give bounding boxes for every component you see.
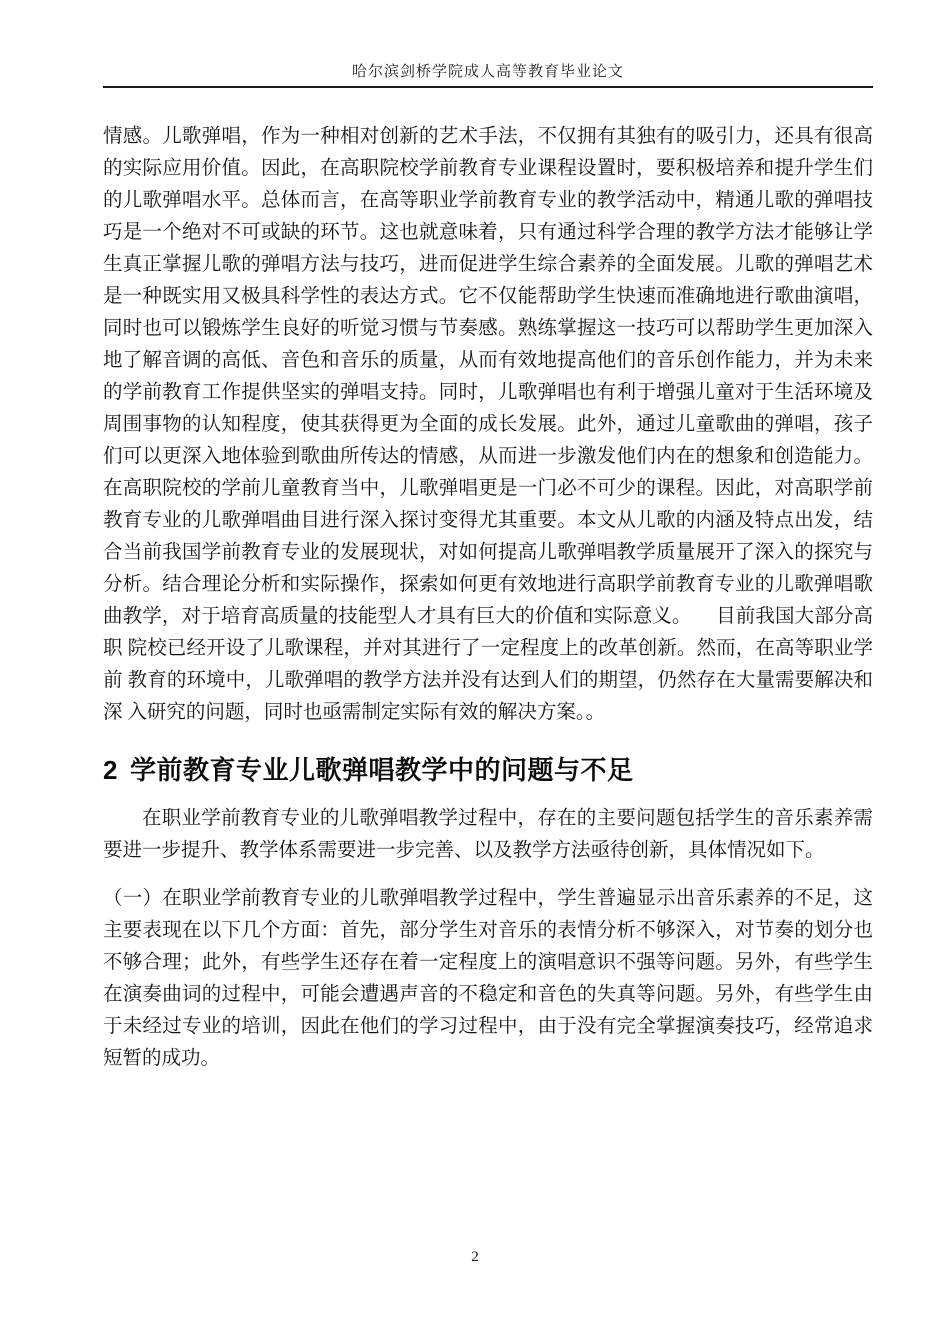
page-header <box>103 0 873 88</box>
header-title: 哈尔滨剑桥学院成人高等教育毕业论文 <box>351 64 624 80</box>
section-heading <box>103 752 873 788</box>
section-title: 学前教育专业儿歌弹唱教学中的问题与不足 <box>129 755 634 785</box>
intro-paragraph: 情感。儿歌弹唱，作为一种相对创新的艺术手法，不仅拥有其独有的吸引力，还具有很高的实际应用价值。因此，在高职院校学前教育专业课程设置时，要积极培养和提升学生们的儿歌弹唱水平。总体而言，在高等职业学前教育专业的教学活动中，精通儿歌的弹唱技巧是一个绝对不可或缺的环节。这也就意味着，只有通过科学合理的教学方法才能够让学生真正掌握儿歌的弹唱方法与技巧，进而促进学生综合素养的全面发展。儿歌的弹唱艺术是一种既实用又极具科学性的表达方式。它不仅能帮助学生快速而准确地进行歌曲演唱，同时也可以锻炼学生良好的听觉习惯与节奏感。熟练掌握这一技巧可以帮助学生更加深入地了解音调的高低、音色和音乐的质量，从而有效地提高他们的音乐创作能力，并为未来的学前教育工作提供坚实的弹唱支持。同时，儿歌弹唱也有利于增强儿童对于生活环境及周围事物的认知程度，使其获得更为全面的成长发展。此外，通过儿童歌曲的弹唱，孩子们可以更深入地体验到歌曲所传达的情感，从而进一步激发他们内在的想象和创造能力。在高职院校的学前儿童教育当中，儿歌弹唱更是一门必不可少的课程。因此，对高职学前教育专业的儿歌弹唱曲目进行深入探讨变得尤其重要。本文从儿歌的内涵及特点出发，结合当前我国学前教育专业的发展现状，对如何提高儿歌弹唱教学质量展开了深入的探究与分析。结合理论分析和实际操作，探索如何更有效地进行高职学前教育专业的儿歌弹唱歌曲教学，对于培育高质量的技能型人才具有巨大的价值和实际意义。 目前我国大部分高职 院校已经开设了儿歌课程，并对其进行了一定程度上的改革创新。然而，在高等职业学前 教育的环境中，儿歌弹唱的教学方法并没有达到人们的期望，仍然存在大量需要解决和深 入研究的问题，同时也亟需制定实际有效的解决方案。。 <box>103 126 873 723</box>
page-footer <box>0 1248 950 1266</box>
section-paragraph-overview: 在职业学前教育专业的儿歌弹唱教学过程中，存在的主要问题包括学生的音乐素养需要进一步提升、教学体系需要进一步完善、以及教学方法亟待创新，具体情况如下。 <box>103 808 873 861</box>
section-number: 2 <box>103 755 118 785</box>
section-paragraph-item-1: （一）在职业学前教育专业的儿歌弹唱教学过程中，学生普遍显示出音乐素养的不足，这主要表现在以下几个方面：首先，部分学生对音乐的表情分析不够深入，对节奏的划分也不够合理；此外，有些学生还存在着一定程度上的演唱意识不强等问题。另外，有些学生在演奏曲词的过程中，可能会遭遇声音的不稳定和音色的失真等问题。另外，有些学生由于未经过专业的培训，因此在他们的学习过程中，由于没有完全掌握演奏技巧，经常追求短暂的成功。 <box>103 888 873 1069</box>
page-content <box>103 121 873 1075</box>
page-number: 2 <box>471 1249 479 1265</box>
